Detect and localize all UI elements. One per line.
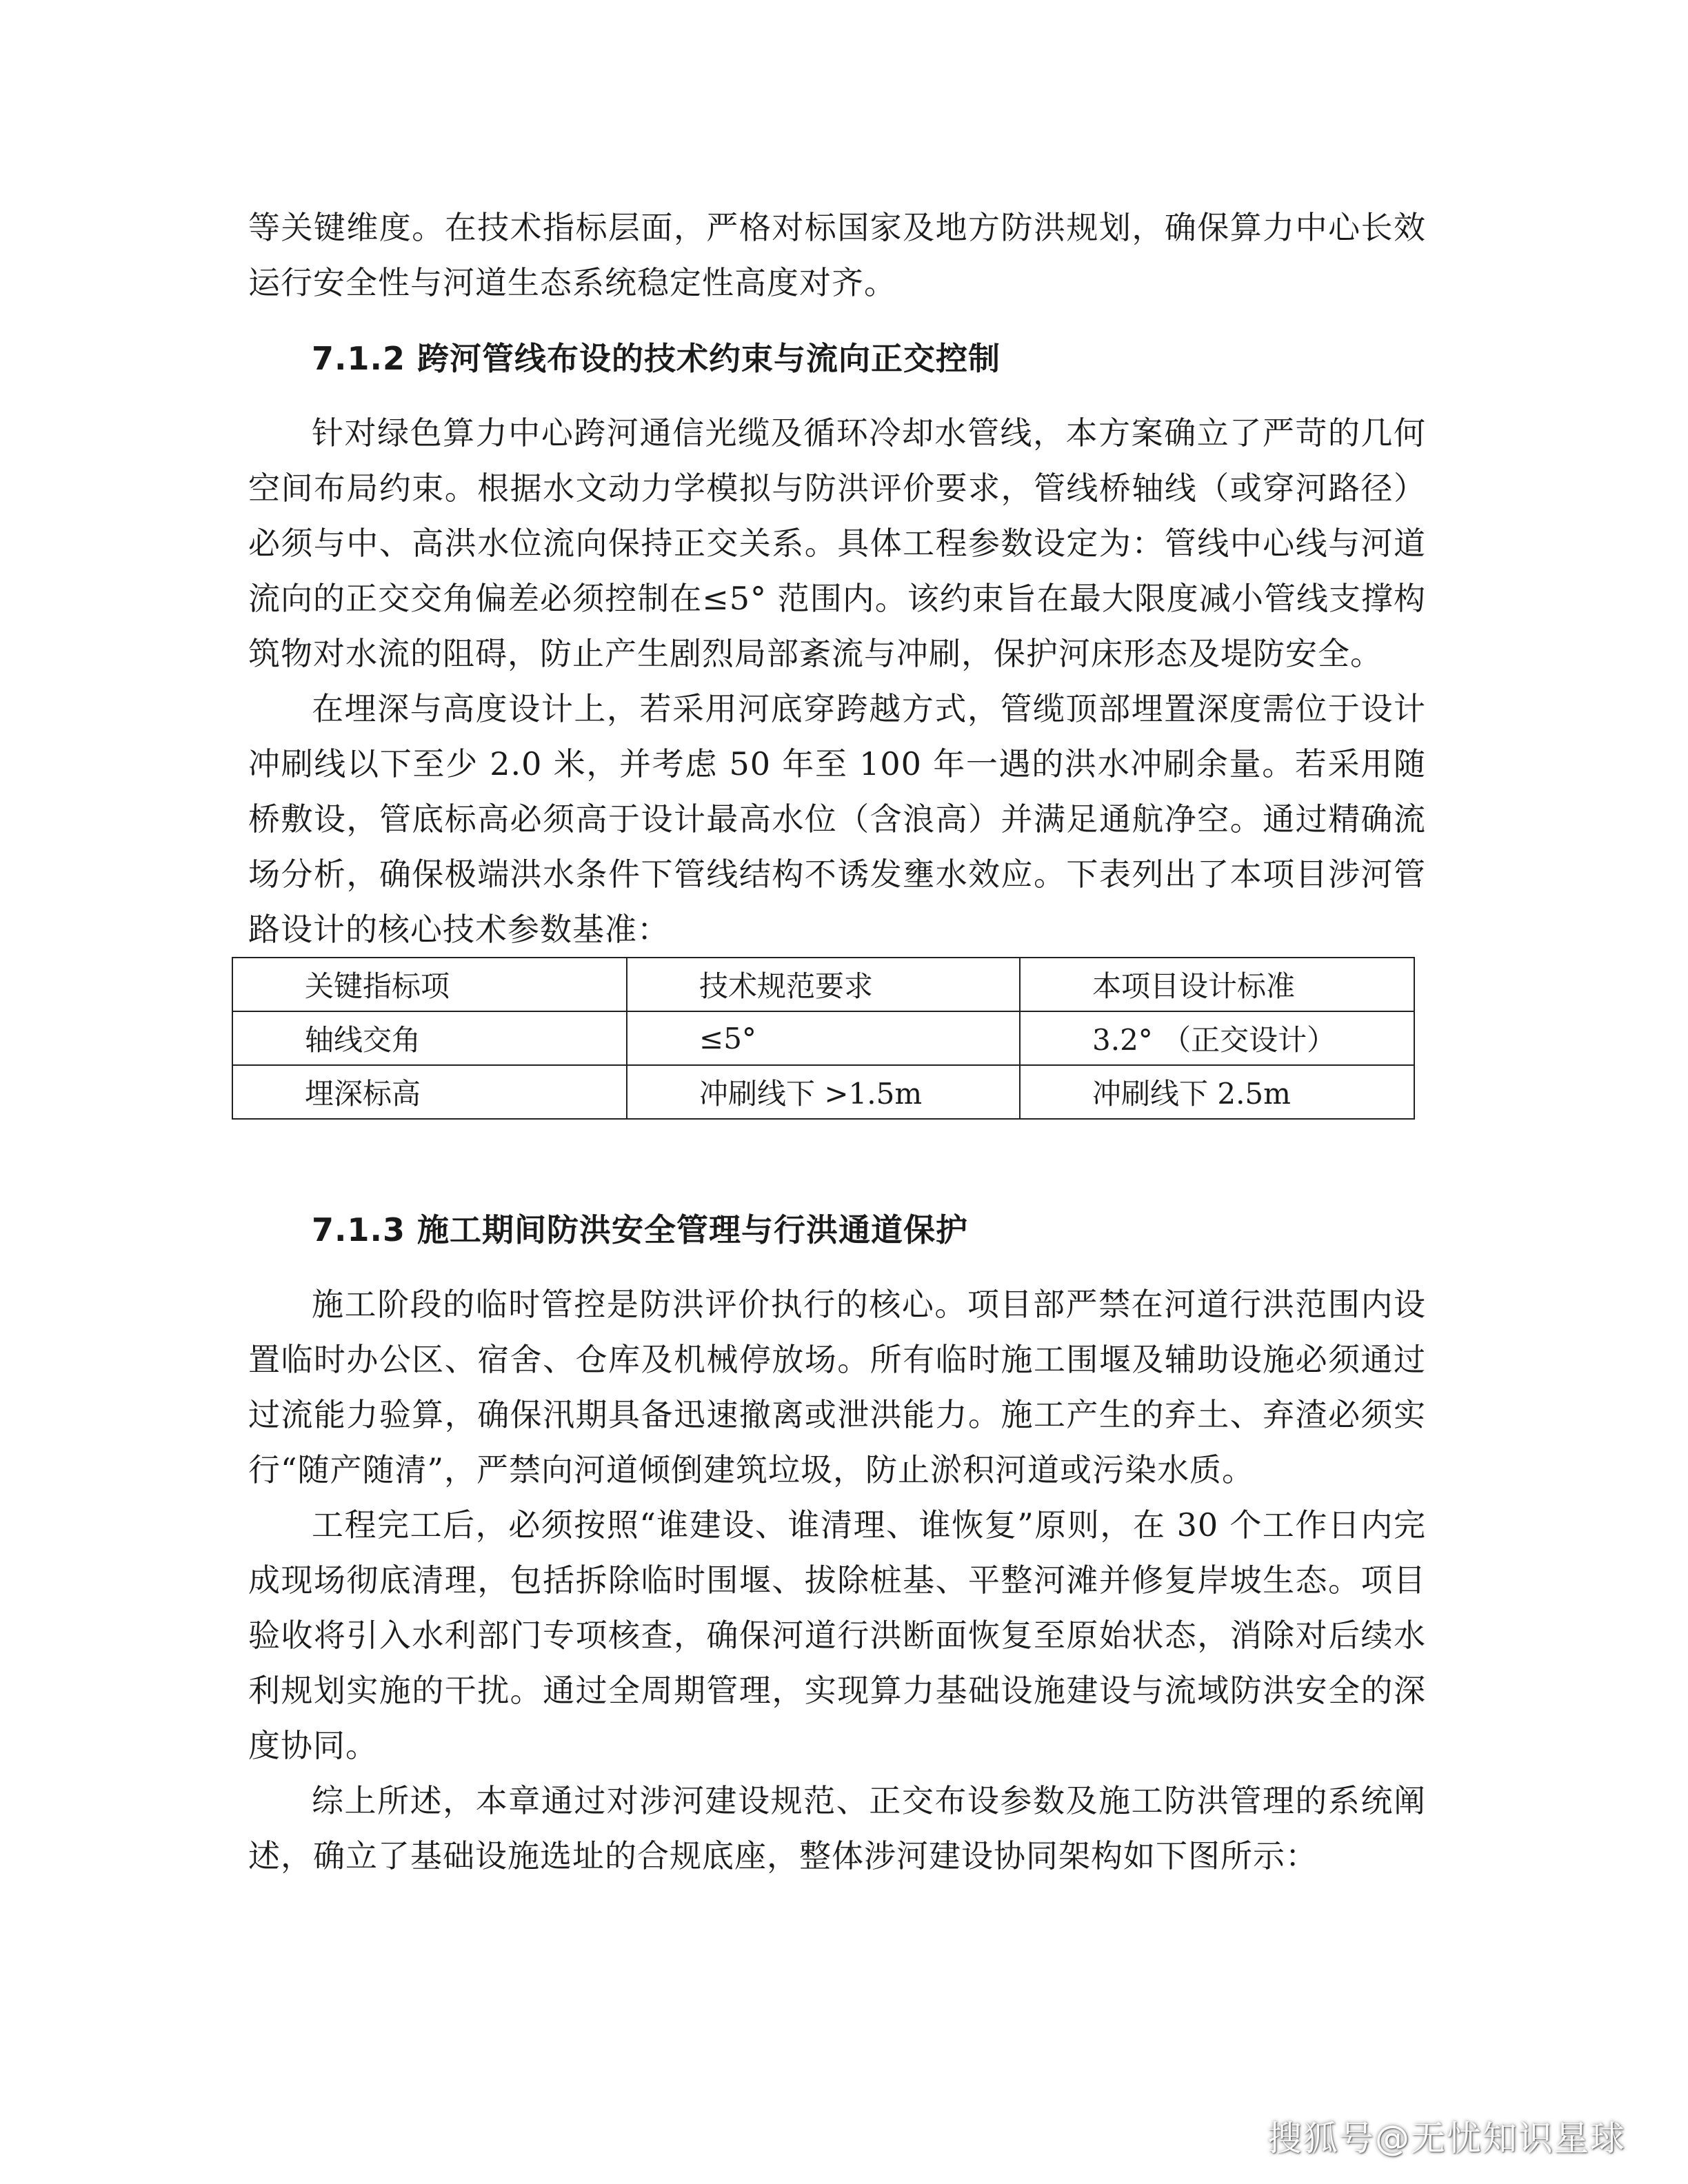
paragraph-site-restoration: 工程完工后，必须按照“谁建设、谁清理、谁恢复”原则，在 30 个工作日内完成现场彻底清理，包括拆除临时围堰、拔除桩基、平整河滩并修复岸坡生态。项目验收将引入水利部门专项核查，确保河道行洪断面恢复至原始状态，消除对后续水利规划实施的干扰。通过全周期管理，实现算力基础设施建设与流域防洪安全的深度协同。 (248, 1506, 1426, 1764)
table-row (232, 1065, 1414, 1119)
table-cell: 冲刷线下 2.5m (1020, 1065, 1414, 1119)
table-cell: 冲刷线下 >1.5m (627, 1065, 1020, 1119)
table-header-cell: 本项目设计标准 (1020, 958, 1414, 1011)
table-header-cell: 技术规范要求 (627, 958, 1020, 1011)
table-cell: 埋深标高 (232, 1065, 627, 1119)
parameter-table (232, 957, 1415, 1120)
table-cell: ≤5° (627, 1011, 1020, 1065)
table-header-cell: 关键指标项 (232, 958, 627, 1011)
paragraph-intro-continued: 等关键维度。在技术指标层面，严格对标国家及地方防洪规划，确保算力中心长效运行安全性与河道生态系统稳定性高度对齐。 (248, 209, 1426, 301)
table-cell: 3.2° （正交设计） (1020, 1011, 1414, 1065)
table-header-row (232, 958, 1414, 1011)
document-page (248, 200, 1426, 1883)
paragraph-summary: 综上所述，本章通过对涉河建设规范、正交布设参数及施工防洪管理的系统阐述，确立了基础设施选址的合规底座，整体涉河建设协同架构如下图所示： (248, 1782, 1426, 1874)
section-heading-7-1-3: 7.1.3 施工期间防洪安全管理与行洪通道保护 (312, 1211, 968, 1248)
table-cell: 轴线交角 (232, 1011, 627, 1065)
paragraph-burial-depth: 在埋深与高度设计上，若采用河底穿跨越方式，管缆顶部埋置深度需位于设计冲刷线以下至少 2.0 米，并考虑 50 年至 100 年一遇的洪水冲刷余量。若采用随桥敷设，管底标高必须高于设计最高水位（含浪高）并满足通航净空。通过精确流场分析，确保极端洪水条件下管线结构不诱发壅水效应。下表列出了本项目涉河管路设计的核心技术参数基准： (248, 690, 1426, 948)
paragraph-construction-control: 施工阶段的临时管控是防洪评价执行的核心。项目部严禁在河道行洪范围内设置临时办公区、宿舍、仓库及机械停放场。所有临时施工围堰及辅助设施必须通过过流能力验算，确保汛期具备迅速撤离或泄洪能力。施工产生的弃土、弃渣必须实行“随产随清”，严禁向河道倾倒建筑垃圾，防止淤积河道或污染水质。 (248, 1286, 1426, 1488)
table-row (232, 1011, 1414, 1065)
paragraph-crossing-constraints: 针对绿色算力中心跨河通信光缆及循环冷却水管线，本方案确立了严苛的几何空间布局约束。根据水文动力学模拟与防洪评价要求，管线桥轴线（或穿河路径）必须与中、高洪水位流向保持正交关系。具体工程参数设定为：管线中心线与河道流向的正交交角偏差必须控制在≤5° 范围内。该约束旨在最大限度减小管线支撑构筑物对水流的阻碍，防止产生剧烈局部紊流与冲刷，保护河床形态及堤防安全。 (248, 414, 1426, 672)
source-watermark: 搜狐号@无忧知识星球 (1267, 2119, 1626, 2158)
section-heading-7-1-2: 7.1.2 跨河管线布设的技术约束与流向正交控制 (312, 340, 1001, 377)
